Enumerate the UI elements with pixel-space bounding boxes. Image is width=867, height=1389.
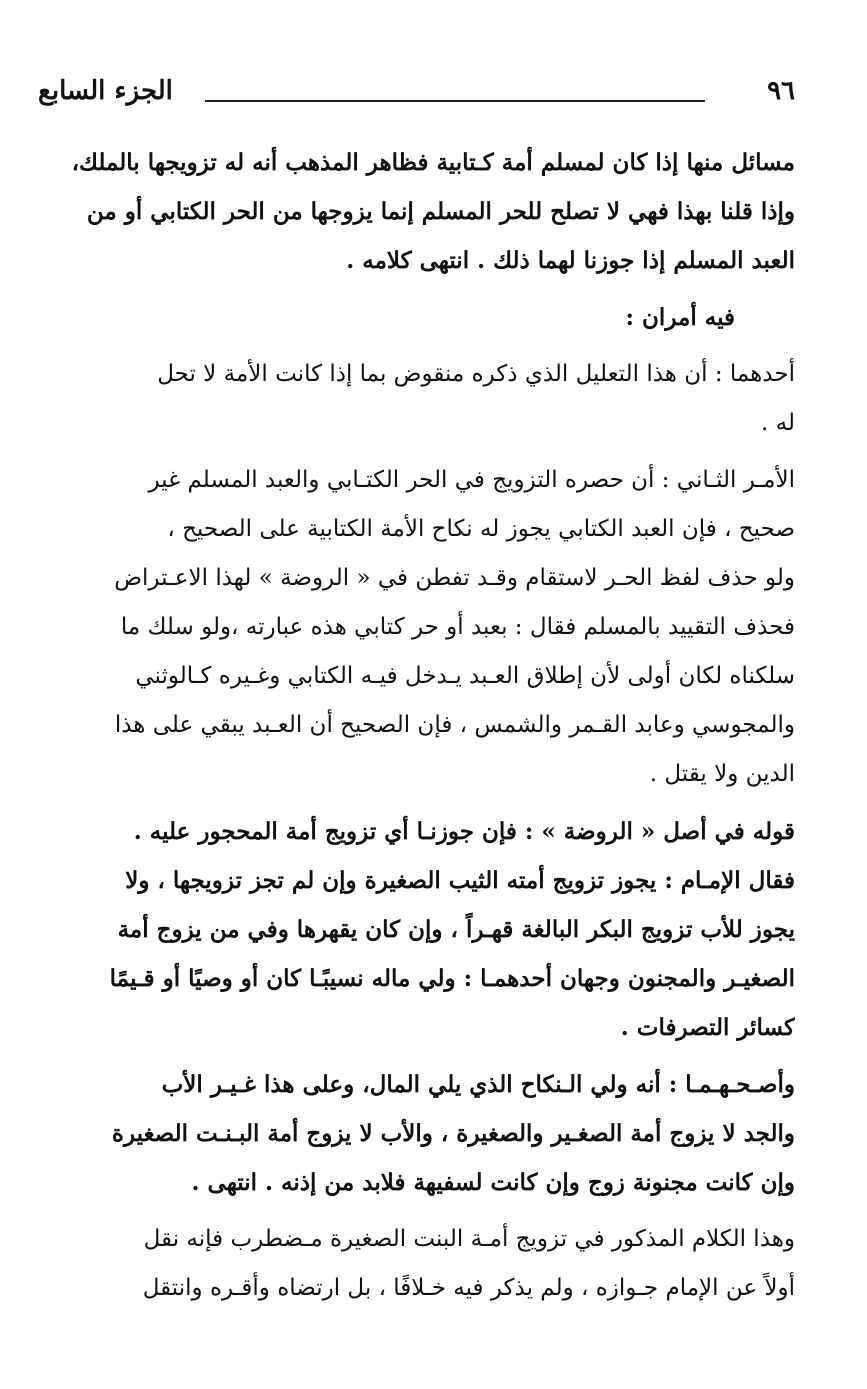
text-line: ولو حذف لفظ الحـر لاستقام وقـد تفطن في « الروضة » لهذا الاعـتراض <box>114 565 795 591</box>
text-line: يجوز للأب تزويج البكر البالغة قهـراً ، وإن كان يقهرها وفي من يزوج أمة <box>117 916 795 943</box>
text-line: أحدهما : أن هذا التعليل الذي ذكره منقوض بما إذا كانت الأمة لا تحل <box>157 361 795 387</box>
text-line: سلكناه لكان أولى لأن إطلاق العـبد يـدخل فيـه الكتابي وغـيره كـالوثني <box>135 663 795 689</box>
text-line: كسائر التصرفات . <box>620 1014 795 1041</box>
text-line: وأصـحـهـمـا : أنه ولي الـنكاح الذي يلي المال، وعلى هذا غـيـر الأب <box>161 1071 795 1098</box>
paragraph-7 <box>38 1215 795 1313</box>
text-line: فيه أمران : <box>625 304 735 331</box>
header-rule <box>205 100 705 102</box>
text-line: العبد المسلم إذا جوزنا لهما ذلك . انتهى كلامه . <box>346 247 795 274</box>
text-line: والجد لا يزوج أمة الصغـير والصغيرة ، والأب لا يزوج أمة البـنـت الصغيرة <box>111 1120 795 1147</box>
text-line: صحيح ، فإن العبد الكتابي يجوز له نكاح الأمة الكتابية على الصحيح ، <box>167 516 795 542</box>
paragraph-3 <box>38 350 795 448</box>
page-header <box>38 72 795 128</box>
text-line: وهذا الكلام المذكور في تزويج أمـة البنت الصغيرة مـضطرب فإنه نقل <box>143 1226 795 1252</box>
text-line: له . <box>761 410 795 436</box>
text-line: الأمـر الثـاني : أن حصره التزويج في الحر الكتـابي والعبد المسلم غير <box>148 467 795 493</box>
text-line: مسائل منها إذا كان لمسلم أمة كـتابية فظاهر المذهب أنه له تزويجها بالملك، <box>71 149 795 176</box>
text-line: قوله في أصل « الروضة » : فإن جوزنـا أي تزويج أمة المحجور عليه . <box>133 818 795 845</box>
running-title: الجزء السابع <box>38 76 173 106</box>
text-line: الدين ولا يقتل . <box>649 761 795 787</box>
text-line: وإن كانت مجنونة زوج وإن كانت لسفيهة فلابد من إذنه . انتهى . <box>191 1169 795 1196</box>
body-text <box>38 138 795 1321</box>
text-line: والمجوسي وعابد القـمر والشمس ، فإن الصحيح أن العـبد يبقي على هذا <box>114 712 795 738</box>
paragraph-4 <box>38 456 795 799</box>
page-number: ٩٦ <box>767 76 795 106</box>
text-line: فحذف التقييد بالمسلم فقال : بعبد أو حر كتابي هذه عبارته ،ولو سلك ما <box>120 614 795 640</box>
paragraph-1 <box>38 138 795 285</box>
text-line: الصغيـر والمجنون وجهان أحدهمـا : ولي ماله نسيبًـا كان أو وصيًا أو قـيمًا <box>109 965 795 992</box>
text-line: وإذا قلنا بهذا فهي لا تصلح للحر المسلم إنما يزوجها من الحر الكتابي أو من <box>86 198 795 225</box>
paragraph-6 <box>38 1060 795 1207</box>
paragraph-2 <box>38 293 795 342</box>
text-line: أولاً عن الإمام جـوازه ، ولم يذكر فيه خـلافًا ، بل ارتضاه وأقـره وانتقل <box>142 1275 795 1301</box>
paragraph-5 <box>38 807 795 1052</box>
text-line: فقال الإمـام : يجوز تزويج أمته الثيب الصغيرة وإن لم تجز تزويجها ، ولا <box>125 867 795 894</box>
